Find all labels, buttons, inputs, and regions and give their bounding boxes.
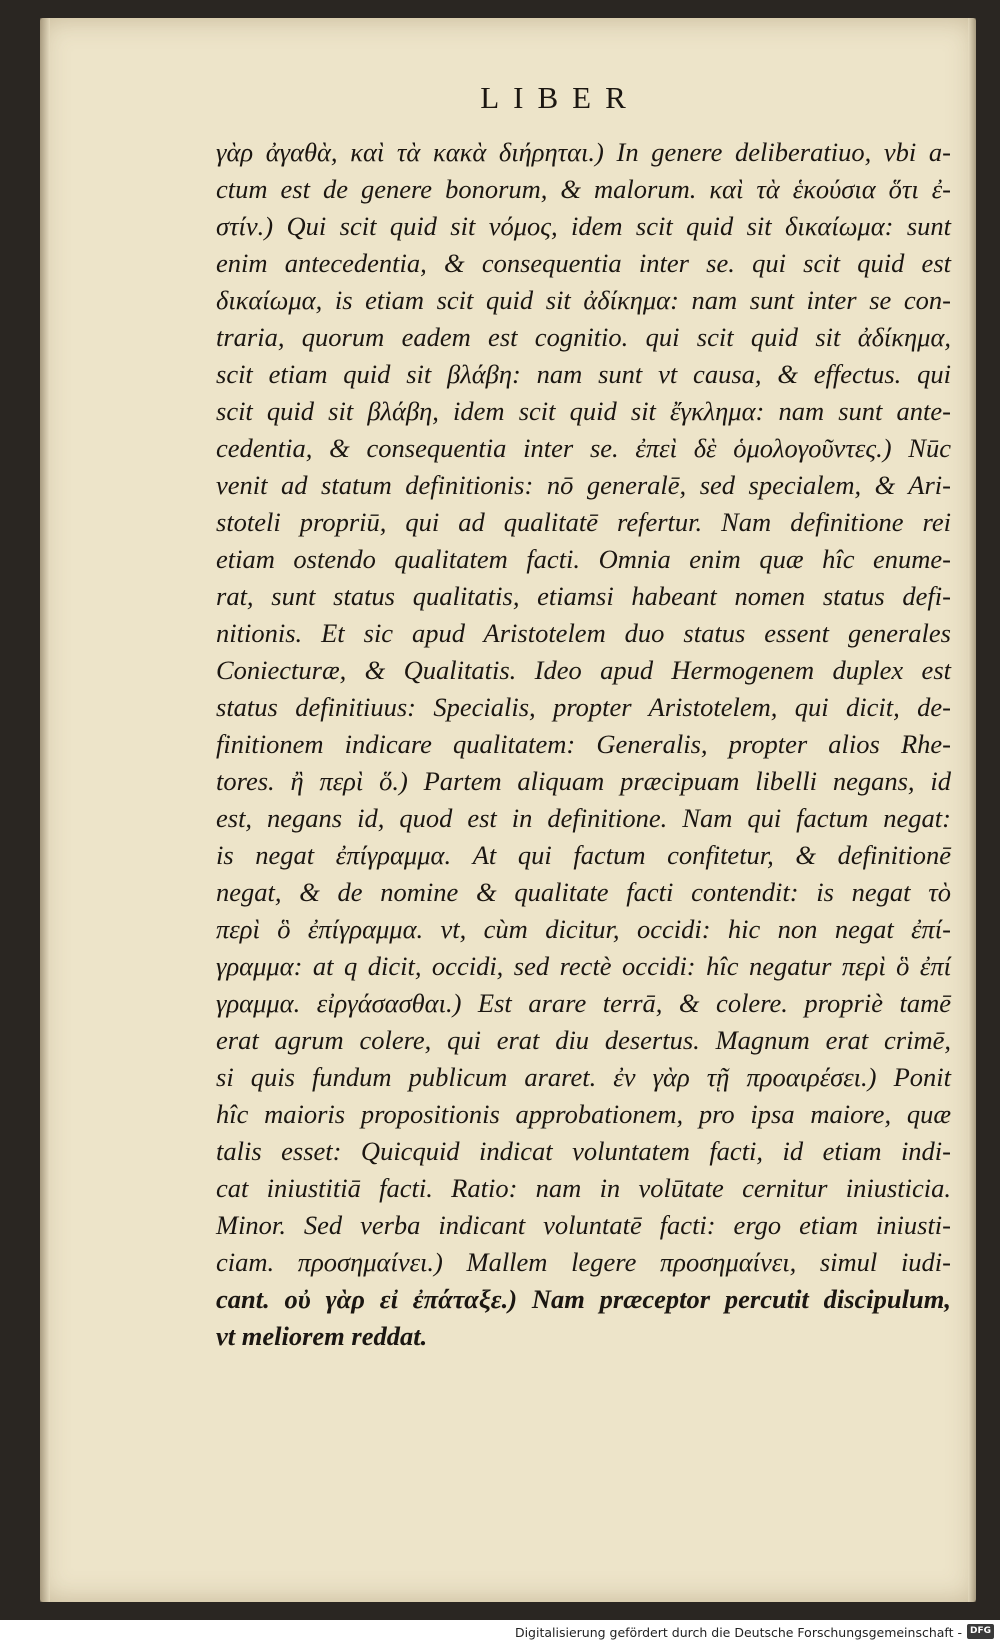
running-head-text: LIBER [480,80,640,115]
text-line: cedentia, & consequentia inter se. ἐπεὶ δὲ ὁμολογοῦντες.) Nūc [216,433,951,463]
text-line: finitionem indicare qualitatem: Generalis, propter alios Rhe- [216,729,951,759]
book-page [40,18,976,1602]
text-line: rat, sunt status qualitatis, etiamsi habeant nomen status defi- [216,581,951,611]
text-line: ctum est de genere bonorum, & malorum. καὶ τὰ ἑκούσια ὅτι ἐ- [216,174,951,204]
text-line: talis esset: Quicquid indicat voluntatem facti, id etiam indi- [216,1136,951,1166]
text-line: στίν.) Qui scit quid sit νόμος, idem scit quid sit δικαίωμα: sunt [216,211,951,241]
text-line: scit etiam quid sit βλάβη: nam sunt vt causa, & effectus. qui [216,359,951,389]
text-line: cat iniustitiā facti. Ratio: nam in volūtate cernitur iniusticia. [216,1173,951,1203]
text-line: ciam. προσημαίνει.) Mallem legere προσημαίνει, simul iudi- [216,1247,951,1277]
text-line: negat, & de nomine & qualitate facti contendit: is negat τὸ [216,877,951,907]
text-line: γὰρ ἀγαθὰ, καὶ τὰ κακὰ διήρηται.) In genere deliberatiuo, vbi a- [216,137,951,167]
text-line: venit ad statum definitionis: nō generalē, sed specialem, & Ari- [216,470,951,500]
text-line: etiam ostendo qualitatem facti. Omnia enim quæ hîc enume- [216,544,951,574]
text-line: cant. οὐ γὰρ εἰ ἐπάταξε.) Nam præceptor percutit discipulum, [216,1284,951,1314]
dfg-logo: DFG [967,1624,994,1639]
text-line: tores. ἢ περὶ ὅ.) Partem aliquam præcipuam libelli negans, id [216,766,951,796]
text-line: vt meliorem reddat. [216,1321,428,1351]
page-gutter-shadow [40,18,50,1602]
commentary-text [216,134,951,1355]
text-line: γραμμα: at q dicit, occidi, sed rectè occidi: hîc negatur περὶ ὃ ἐπί [216,951,951,981]
text-line: γραμμα. εἰργάσασθαι.) Est arare terrā, & colere. propriè tamē [216,988,951,1018]
text-line: erat agrum colere, qui erat diu desertus. Magnum erat crimē, [216,1025,951,1055]
page-edge-shadow [968,18,976,1602]
text-line: hîc maioris propositionis approbationem, pro ipsa maiore, quæ [216,1099,951,1129]
text-line: enim antecedentia, & consequentia inter se. qui scit quid est [216,248,951,278]
text-line: est, negans id, quod est in definitione. Nam qui factum negat: [216,803,951,833]
text-line: Coniecturæ, & Qualitatis. Ideo apud Hermogenem duplex est [216,655,951,685]
text-line: nitionis. Et sic apud Aristotelem duo status essent generales [216,618,951,648]
text-line: is negat ἐπίγραμμα. At qui factum confitetur, & definitionē [216,840,951,870]
text-line: traria, quorum eadem est cognitio. qui scit quid sit ἀδίκημα, [216,322,951,352]
text-line: status definitiuus: Specialis, propter Aristotelem, qui dicit, de- [216,692,951,722]
digitization-footer [0,1620,1000,1645]
text-line: si quis fundum publicum araret. ἐν γὰρ τῇ προαιρέσει.) Ponit [216,1062,951,1092]
text-line: περὶ ὃ ἐπίγραμμα. vt, cùm dicitur, occidi: hic non negat ἐπί- [216,914,951,944]
funding-notice: Digitalisierung gefördert durch die Deutsche Forschungsgemeinschaft - [514,1625,962,1640]
text-line: δικαίωμα, is etiam scit quid sit ἀδίκημα: nam sunt inter se con- [216,285,951,315]
running-head [40,80,976,116]
text-line: Minor. Sed verba indicant voluntatē facti: ergo etiam iniusti- [216,1210,951,1240]
text-line: scit quid sit βλάβη, idem scit quid sit ἔγκλημα: nam sunt ante- [216,396,951,426]
text-line: stoteli propriū, qui ad qualitatē refertur. Nam definitione rei [216,507,951,537]
